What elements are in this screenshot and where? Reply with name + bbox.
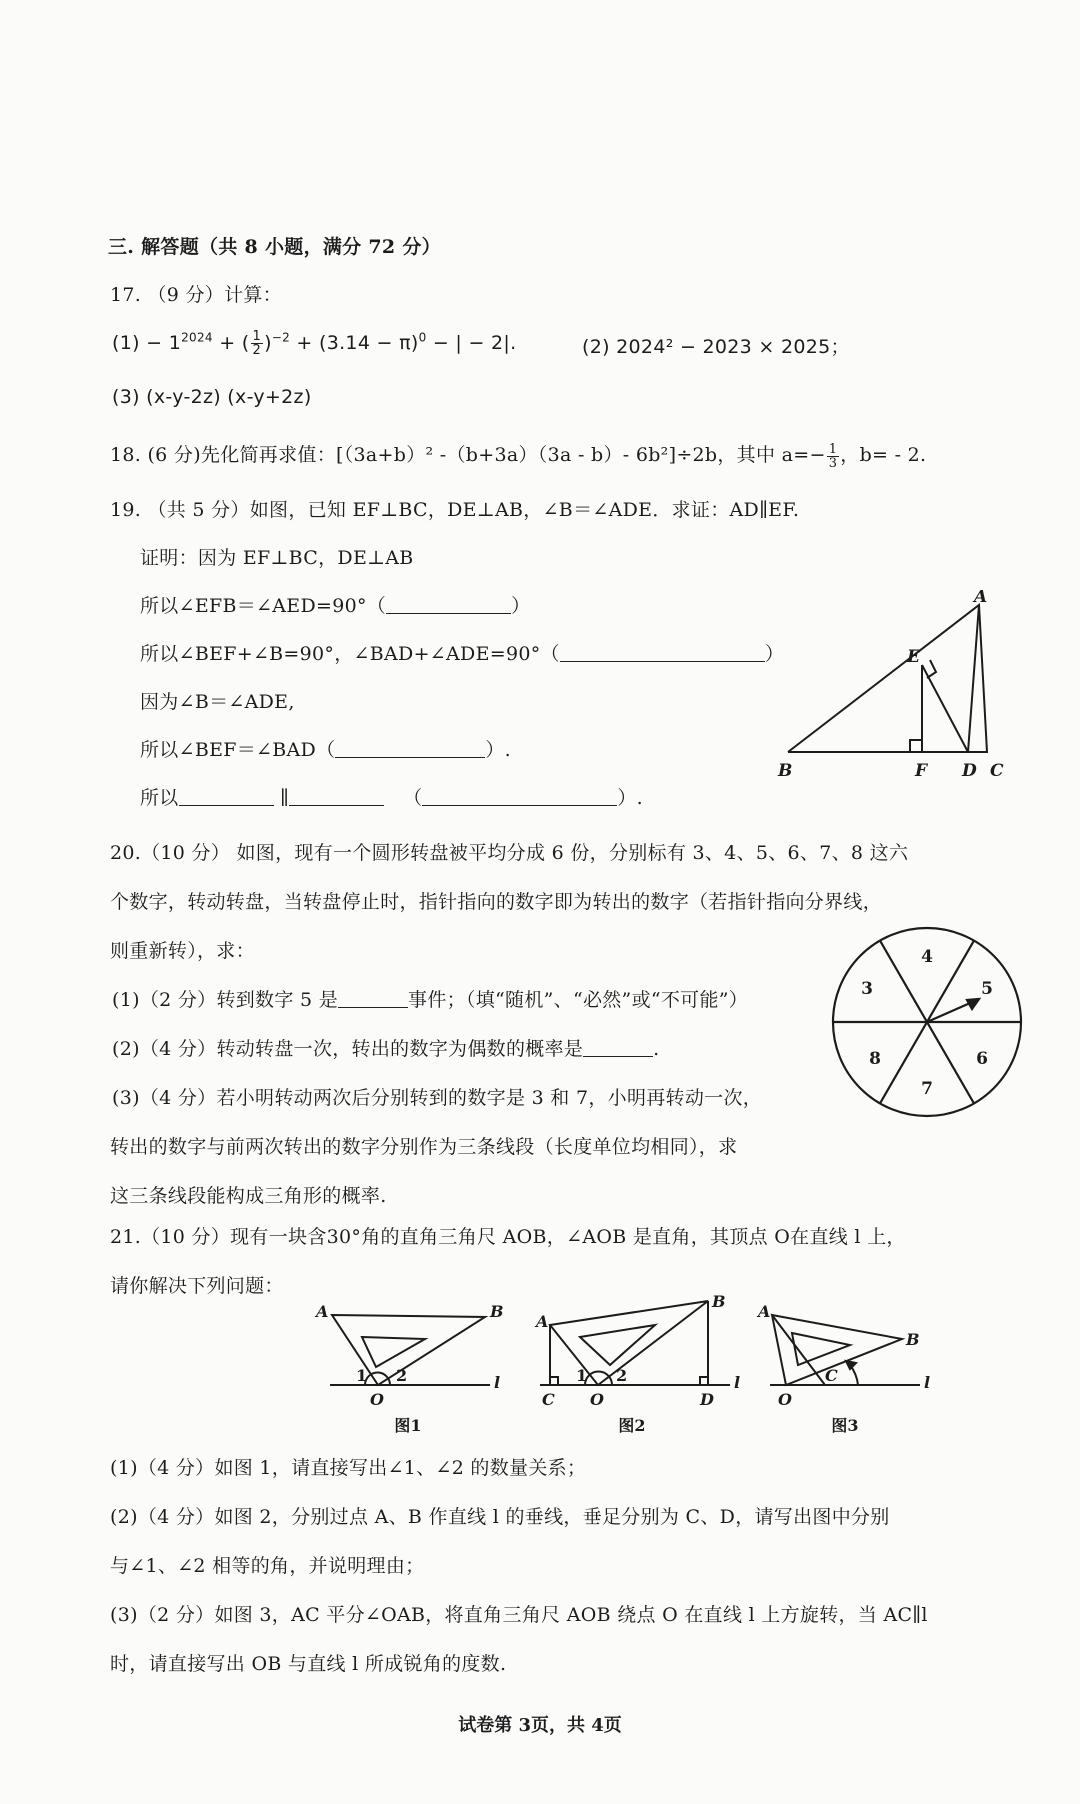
q17-head: 17. （9 分）计算：	[110, 284, 282, 306]
fig2-label-o: O	[590, 1390, 604, 1409]
spinner-figure	[827, 922, 1027, 1122]
q21-line2: 请你解决下列问题：	[110, 1275, 284, 1297]
label-b: B	[778, 761, 793, 781]
q20-line4: (1)（2 分）转到数字 5 是 事件；（填“随机”、“必然”或“不可能”）	[112, 989, 749, 1011]
segment-ad	[968, 605, 979, 752]
right-angle-f	[910, 740, 922, 752]
q19-triangle-figure	[770, 590, 1070, 800]
answer-blank[interactable]	[289, 787, 384, 806]
q21-line1: 21.（10 分）现有一块含30°角的直角三角尺 AOB，∠AOB 是直角，其顶点 O在直线 l 上，	[110, 1226, 906, 1248]
set-square-hole	[580, 1325, 655, 1365]
set-square-hole	[792, 1333, 850, 1365]
q21-sub3-line2: 时，请直接写出 OB 与直线 l 所成锐角的度数.	[110, 1653, 507, 1675]
fig2-label-d: D	[700, 1390, 714, 1409]
fig3-label-o: O	[778, 1390, 792, 1409]
q19-proof-line2: 所以∠EFB＝∠AED=90°（ ）	[140, 595, 531, 617]
q20-line3: 则重新转），求：	[110, 940, 255, 962]
q21-sub2-line2: 与∠1、∠2 相等的角，并说明理由；	[110, 1555, 425, 1577]
fig2-angle-1: 1	[576, 1366, 588, 1385]
answer-blank[interactable]	[583, 1038, 653, 1057]
set-square	[332, 1315, 485, 1385]
q18-text: 18. (6 分)先化简再求值：[（3a+b）² -（b+3a）（3a - b）- 6b²]÷2b，其中 a=− $\frac{1}{3}$ ，b= - 2.	[110, 441, 927, 471]
fig1-angle-1: 1	[356, 1366, 368, 1385]
right-angle-d	[700, 1377, 708, 1385]
q17-part1: $(1) - 1^{2024}$ + ( $\frac{1}{2}$ )$^{-2} + (3.14 - \pi)^0$ − | − 2|.	[112, 329, 517, 358]
q19-proof-line5: 所以∠BEF＝∠BAD（ ）.	[140, 739, 512, 761]
label-d: D	[962, 761, 977, 781]
label-a: A	[974, 590, 988, 607]
answer-blank[interactable]	[560, 643, 765, 662]
fig3-label-l: l	[924, 1373, 931, 1392]
fig2-label-c: C	[542, 1390, 555, 1409]
q21-sub3-line1: (3)（2 分）如图 3，AC 平分∠OAB，将直角三角尺 AOB 绕点 O 在直线 l 上方旋转，当 AC∥l	[110, 1604, 928, 1626]
fraction-half: $\frac{1}{2}$	[252, 329, 262, 358]
segment-ed	[922, 665, 968, 752]
spinner-number: 8	[869, 1049, 881, 1069]
q20-line2: 个数字，转动转盘，当转盘停止时，指针指向的数字即为转出的数字（若指针指向分界线，	[110, 891, 883, 913]
answer-blank[interactable]	[422, 787, 617, 806]
set-square-hole	[362, 1337, 425, 1367]
pointer-arrowhead-icon	[967, 999, 979, 1009]
spinner-number: 6	[976, 1049, 988, 1069]
fig3-label-c: C	[825, 1366, 838, 1385]
label-c: C	[990, 761, 1004, 781]
answer-blank[interactable]	[335, 739, 485, 758]
fig1-label-a: A	[316, 1302, 329, 1321]
q20-line6: (3)（4 分）若小明转动两次后分别转到的数字是 3 和 7，小明再转动一次，	[112, 1087, 763, 1109]
spinner-number: 3	[861, 979, 873, 999]
fig1-label-o: O	[370, 1390, 384, 1409]
q17-part2: (2) 2024² − 2023 × 2025；	[582, 336, 850, 358]
q19-proof-line4: 因为∠B＝∠ADE,	[140, 691, 295, 713]
q21-sub1: (1)（4 分）如图 1，请直接写出∠1、∠2 的数量关系；	[110, 1457, 587, 1479]
fig2-label-b: B	[712, 1295, 726, 1311]
rotation-arrowhead-icon	[846, 1361, 856, 1369]
spinner-number: 7	[921, 1079, 933, 1099]
fig3-caption: 图3	[831, 1416, 859, 1435]
spinner-number: 4	[921, 947, 933, 967]
fig1-angle-2: 2	[396, 1366, 408, 1385]
fig3-label-b: B	[906, 1330, 920, 1349]
q19-proof-line3: 所以∠BEF+∠B=90°，∠BAD+∠ADE=90°（ ）	[140, 643, 785, 665]
q17-part3: (3) (x-y-2z) (x-y+2z)	[112, 386, 312, 408]
fig2-caption: 图2	[618, 1416, 646, 1435]
q19-head: 19. （共 5 分）如图，已知 EF⊥BC，DE⊥AB，∠B＝∠ADE．求证：AD∥EF.	[110, 499, 800, 521]
q19-proof-line6: 所以 ∥ （ ）.	[140, 787, 644, 809]
right-angle-c	[550, 1377, 558, 1385]
q20-line8: 这三条线段能构成三角形的概率.	[110, 1185, 387, 1207]
figure-2	[540, 1301, 730, 1385]
label-f: F	[915, 761, 928, 781]
fig1-caption: 图1	[394, 1416, 422, 1435]
q21-figures	[310, 1295, 970, 1445]
q20-line5: (2)（4 分）转动转盘一次，转出的数字为偶数的概率是 .	[112, 1038, 660, 1060]
fig2-label-a: A	[536, 1312, 549, 1331]
figure-1	[330, 1315, 490, 1385]
fig2-label-l: l	[734, 1373, 741, 1392]
q20-line7: 转出的数字与前两次转出的数字分别作为三条线段（长度单位均相同），求	[110, 1136, 738, 1158]
q20-line1: 20.（10 分） 如图，现有一个圆形转盘被平均分成 6 份，分别标有 3、4、5、6、7、8 这六	[110, 842, 909, 864]
set-square	[550, 1301, 708, 1385]
q19-proof-line1: 证明：因为 EF⊥BC，DE⊥AB	[140, 547, 414, 569]
fig1-label-b: B	[490, 1302, 504, 1321]
fig1-label-l: l	[494, 1373, 501, 1392]
fraction-third: $\frac{1}{3}$	[828, 441, 838, 471]
answer-blank[interactable]	[338, 989, 408, 1008]
answer-blank[interactable]	[179, 787, 274, 806]
figure-3	[770, 1315, 920, 1385]
fig3-label-a: A	[758, 1302, 771, 1321]
spinner-number: 5	[981, 979, 993, 999]
fig2-angle-2: 2	[616, 1366, 628, 1385]
label-e: E	[907, 647, 920, 667]
section-title: 三. 解答题（共 8 小题，满分 72 分）	[108, 236, 441, 258]
page-footer: 试卷第 3页，共 4页	[458, 1715, 622, 1736]
q21-sub2-line1: (2)（4 分）如图 2，分别过点 A、B 作直线 l 的垂线，垂足分别为 C、D，请写出图中分别	[110, 1506, 890, 1528]
answer-blank[interactable]	[386, 595, 511, 614]
